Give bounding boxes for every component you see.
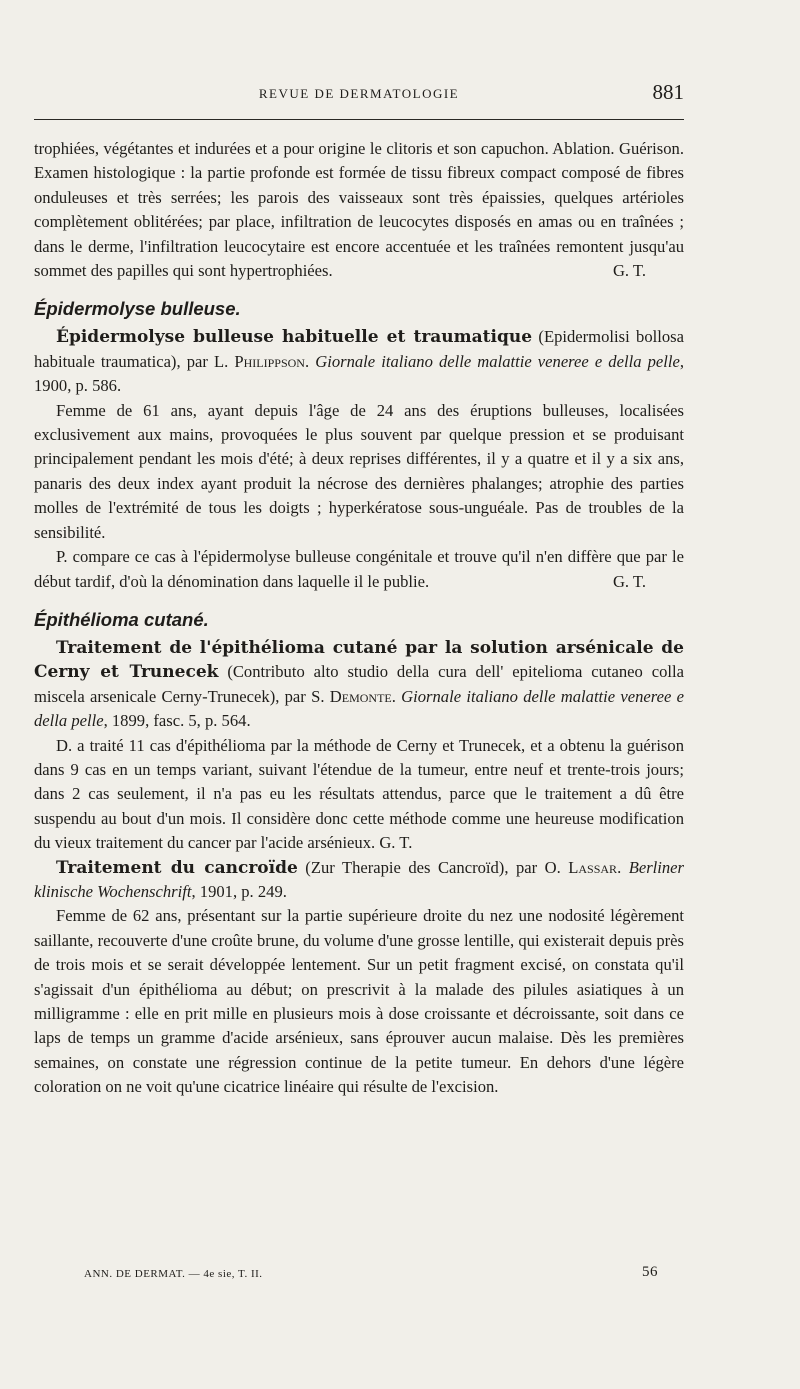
intro-text: trophiées, végétantes et indurées et a pour origine le clitoris et son capuchon. Ablation. Guérison. Examen histologique : la partie profonde est formée de tissu fibreux compact composé de fibres onduleuses et très serrées; les parois des vaisseaux sont très épaissies, quelques artérioles complètement oblitérées; par place, infiltration de leucocytes disposés en amas ou en traînées ; dans le derme, l'infiltration leucocytaire est encore accentuée et les traînées remontent jusqu'au sommet des papilles qui sont hypertrophiées. [34,139,684,281]
entry-author: Lassar [568,857,618,877]
intro-signature: G. T. [612,261,646,281]
body-paragraph [34,545,684,594]
entry-ref-text: (Epidermolisi bollosa habituale traumatica), par L. [34,327,684,371]
footer-sheet-number: 56 [642,1264,658,1280]
entry-journal: Giornale italiano delle malattie veneree e della pelle [315,351,680,371]
body-paragraph [34,734,684,856]
paragraph-text: D. a traité 11 cas d'épithélioma par la méthode de Cerny et Trunecek, et a obtenu la guérison dans 9 cas en un temps variant, suivant l'étendue de la tumeur, entre neuf et trente-trois jours; dans 2 cas seulement, il n'a pas eu les résultats attendus, parce que le traitement a dû être suspendu au bout d'un mois. Il considère donc cette méthode comme une heureuse modification du vieux traitement du cancer par l'acide arsénieux. [34,735,684,853]
entry-ref-text: (Zur Therapie des Cancroïd), par O. [297,857,569,877]
section-title-epidermolyse: Épidermolyse bulleuse. [34,298,241,320]
entry-ref-text: , 1901, p. 249. [191,881,287,901]
paragraph-text: P. compare ce cas à l'épidermolyse bulleuse congénitale et trouve qu'il n'en diffère que par le début tardif, d'où la dénomination dans laquelle il le publie. [34,547,684,591]
entry-epidermolyse-reference [34,325,684,398]
entry-title: Traitement de l'épithélioma cutané par la solution arsénicale de Cerny et Trunecek [34,637,684,683]
entry-ref-text: , 1899, fasc. 5, p. 564. [103,711,251,731]
signature: G. T. [379,833,413,853]
entry-cancroide-reference [34,856,684,905]
entry-author: Philippson [234,351,305,371]
page-number: 881 [652,80,684,104]
page-body [34,137,684,1100]
body-paragraph: Femme de 62 ans, présentant sur la partie supérieure droite du nez une nodosité légèrement saillante, recouverte d'une croûte brune, du volume d'une grosse lentille, qui existerait depuis près de trois mois et se serait développée lentement. Sur un petit fragment excisé, on constata qu'il s'agissait d'un épithélioma au début; on prescrivit à la malade des pilules asiatiques à un milligramme : elle en prit mille en plusieurs mois à dose croissante et décroissante, soit dans ce laps de temps un gramme d'acide arsénieux, sans éprouver aucun malaise. Dès les premières semaines, on constate une régression continue de la petite tumeur. En dehors d'une légère coloration on ne voit qu'une cicatrice linéaire qui résulte de l'excision. [34,906,684,1097]
page-header [34,78,684,108]
entry-journal: Berliner klinische Wochenschrift [34,857,684,901]
entry-title: Épidermolyse bulleuse habituelle et traumatique [56,327,533,348]
header-rule [34,119,684,120]
entry-ref-text: (Contributo alto studio della cura dell' epitelioma cutaneo colla miscela arsenicale Cerny-Trunecek), par S. [34,662,684,706]
intro-paragraph [34,137,684,283]
entry-ref-text: . [304,351,316,371]
entry-title: Traitement du cancroïde [56,857,298,878]
journal-page [34,0,684,1389]
section-title-epithelioma: Épithélioma cutané. [34,608,209,630]
running-title: REVUE DE DERMATOLOGIE [258,86,460,101]
footer-signature-mark: ANN. DE DERMAT. — 4e sie, T. II. [84,1268,263,1280]
entry-cerny-reference [34,636,684,734]
body-paragraph: Femme de 61 ans, ayant depuis l'âge de 24 ans des éruptions bulleuses, localisées exclusivement aux mains, provoquées le plus souvent par quelque pression et se produisant principalement pendant les mois d'été; à deux reprises différentes, il y a quatre et il y a six ans, panaris des deux index ayant produit la nécrose des dernières phalanges; atrophie des parties molles de l'extrémité de tous les doigts ; hyperkératose sous-unguéale. Pas de troubles de la sensibilité. [34,400,684,542]
entry-ref-text: . [391,686,402,706]
signature: G. T. [612,571,646,591]
entry-ref-text: , 1900, p. 586. [34,351,684,396]
entry-ref-text: . [617,857,629,877]
entry-author: Demonte [329,686,392,706]
entry-journal: Giornale italiano delle malattie veneree e della pelle [34,686,685,731]
